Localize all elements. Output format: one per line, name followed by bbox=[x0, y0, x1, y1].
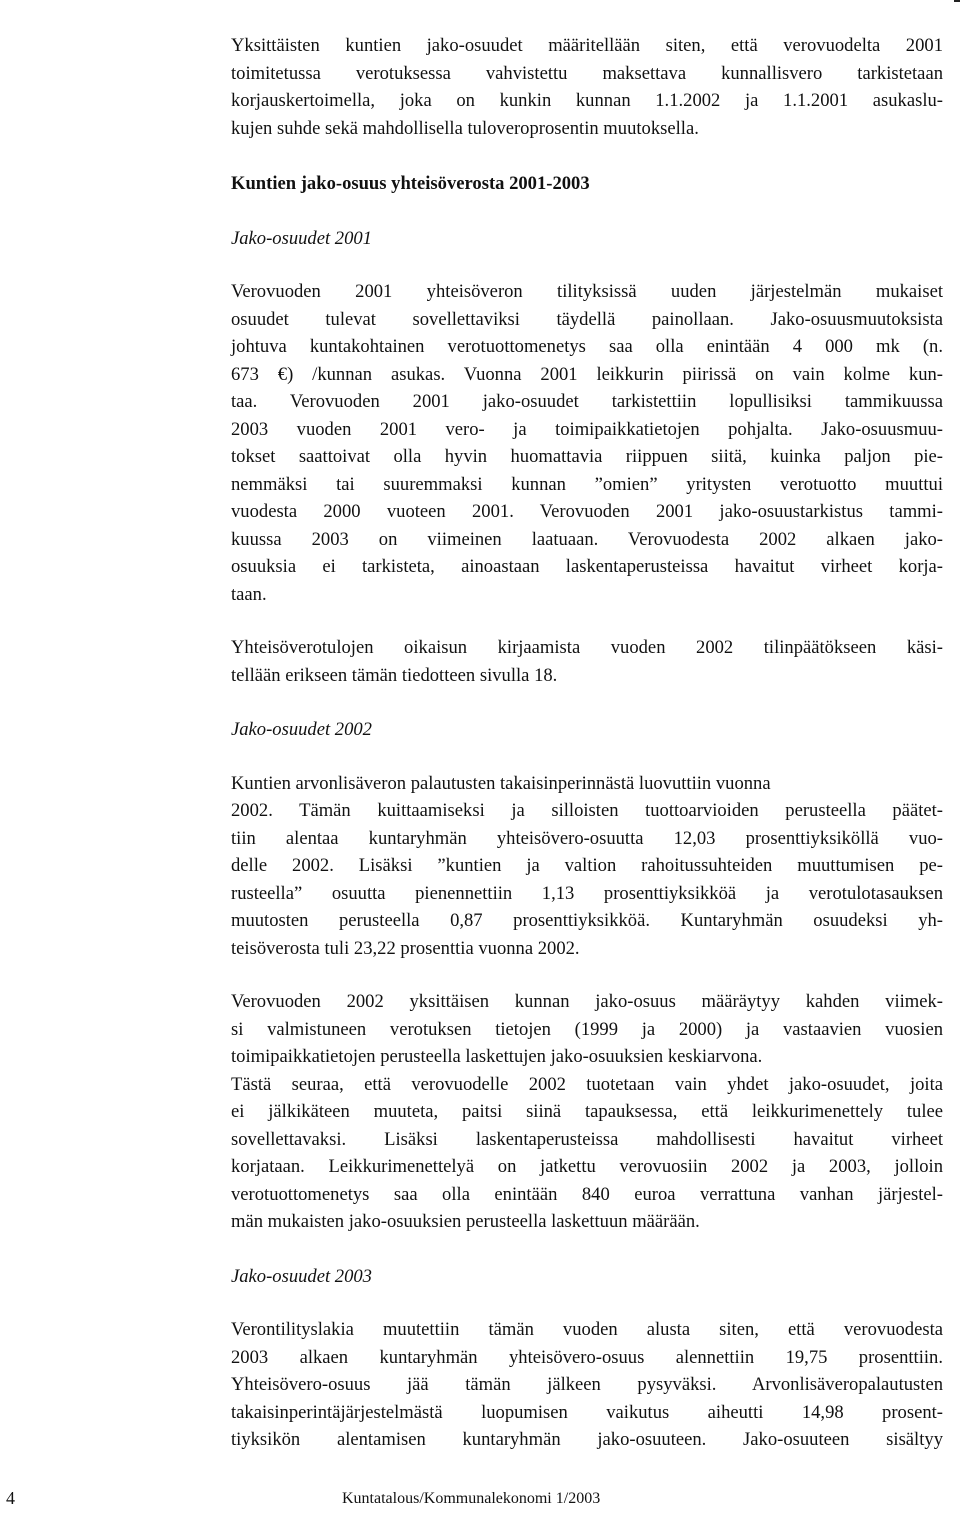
text-line: si valmistuneen verotuksen tietojen (1999 ja 2000) ja vastaavien vuosien bbox=[231, 1018, 943, 1040]
text-line: verotuottomenetys saa olla enintään 840 euroa verrattuna vanhan järjestel- bbox=[231, 1183, 943, 1205]
text-line: Yhteisövero-osuus jää tämän jälkeen pysyväksi. Arvonlisäveropalautusten bbox=[231, 1374, 943, 1395]
text-line: muutosten perusteella 0,87 prosenttiyksikköä. Kuntaryhmän osuudeksi yh- bbox=[231, 910, 943, 931]
text-line: nemmäksi tai suuremmaksi kunnan ”omien” yritysten verotuotto muuttui bbox=[231, 473, 943, 495]
text-line: Tästä seuraa, että verovuodelle 2002 tuotetaan vain yhdet jako-osuudet, joita bbox=[231, 1073, 943, 1095]
text-line: 2003 alkaen kuntaryhmän yhteisövero-osuus alennettiin 19,75 prosenttiin. bbox=[231, 1346, 943, 1368]
text-line: kujen suhde sekä mahdollisella tuloveroprosentin muutoksella. bbox=[231, 117, 699, 139]
subheading-2003: Jako-osuudet 2003 bbox=[231, 1265, 372, 1287]
subheading-2001: Jako-osuudet 2001 bbox=[231, 227, 372, 249]
text-line: Kuntien arvonlisäveron palautusten takaisinperinnästä luovuttiin vuonna bbox=[231, 772, 771, 794]
paragraph-2002-b bbox=[231, 988, 943, 1236]
text-line: 673 €) /kunnan asukas. Vuonna 2001 leikkurin piirissä on vain kolme kun- bbox=[231, 363, 943, 385]
text-line: tokset saattoivat olla hyvin huomattavia riippuen siitä, kuinka paljon pie- bbox=[231, 446, 943, 467]
text-line: tiin alentaa kuntaryhmän yhteisövero-osuutta 12,03 prosenttiyksiköllä vuo- bbox=[231, 827, 943, 849]
text-line: rusteella” osuutta pienennettiin 1,13 prosenttiyksikköä ja verotulotasauksen bbox=[231, 882, 943, 904]
text-line: män mukaisten jako-osuuksien perusteella laskettuun määrään. bbox=[231, 1211, 700, 1232]
text-line: Yksittäisten kuntien jako-osuudet määritellään siten, että verovuodelta 2001 bbox=[231, 35, 943, 56]
publication-footer: Kuntatalous/Kommunalekonomi 1/2003 bbox=[342, 1490, 601, 1507]
text-line: johtuva kuntakohtainen verotuottomenetys saa olla enintään 4 000 mk (n. bbox=[231, 336, 943, 357]
text-line: 2003 vuoden 2001 vero- ja toimipaikkatietojen pohjalta. Jako-osuusmuu- bbox=[231, 418, 943, 440]
text-line: toimitetussa verotuksessa vahvistettu maksettava kunnallisvero tarkistetaan bbox=[231, 62, 943, 84]
text-line: tiyksikön alentamisen kuntaryhmän jako-osuuteen. Jako-osuuteen sisältyy bbox=[231, 1429, 943, 1450]
text-line: ei jälkikäteen muuteta, paitsi siinä tapauksessa, että leikkurimenettely tulee bbox=[231, 1101, 943, 1122]
paragraph-2001-a bbox=[231, 278, 943, 608]
subheading-2002: Jako-osuudet 2002 bbox=[231, 719, 372, 740]
section-heading: Kuntien jako-osuus yhteisöverosta 2001-2003 bbox=[231, 173, 590, 194]
document-body bbox=[231, 32, 943, 1454]
text-line: toimipaikkatietojen perusteella laskettujen jako-osuuksien keskiarvona. bbox=[231, 1046, 763, 1067]
text-line: taa. Verovuoden 2001 jako-osuudet tarkistettiin lopullisiksi tammikuussa bbox=[231, 391, 943, 412]
text-line: takaisinperintäjärjestelmästä luopumisen vaikutus aiheutti 14,98 prosent- bbox=[231, 1401, 943, 1423]
text-line: Yhteisöverotulojen oikaisun kirjaamista vuoden 2002 tilinpäätökseen käsi- bbox=[231, 637, 943, 658]
text-line: sovellettavaksi. Lisäksi laskentaperusteissa mahdollisesti havaitut virheet bbox=[231, 1128, 943, 1150]
text-line: Verontilityslakia muutettiin tämän vuoden alusta siten, että verovuodesta bbox=[231, 1319, 943, 1340]
text-line: osuuksia ei tarkisteta, ainoastaan laskentaperusteissa havaitut virheet korja- bbox=[231, 556, 943, 577]
paragraph-2003-a bbox=[231, 1316, 943, 1454]
intro-paragraph bbox=[231, 32, 943, 142]
text-line: tellään erikseen tämän tiedotteen sivulla 18. bbox=[231, 664, 558, 686]
text-line: osuudet tulevat sovellettaviksi täydellä painollaan. Jako-osuusmuutoksista bbox=[231, 308, 943, 330]
text-line: Verovuoden 2001 yhteisöveron tilityksissä uuden järjestelmän mukaiset bbox=[231, 281, 943, 302]
text-line: teisöverosta tuli 23,22 prosenttia vuonna 2002. bbox=[231, 937, 580, 959]
page-number: 4 bbox=[6, 1488, 15, 1508]
text-line: kuussa 2003 on viimeinen laatuaan. Verovuodesta 2002 alkaen jako- bbox=[231, 528, 943, 550]
paragraph-2002-a bbox=[231, 770, 943, 963]
text-line: Verovuoden 2002 yksittäisen kunnan jako-osuus määräytyy kahden viimek- bbox=[231, 991, 943, 1012]
text-line: vuodesta 2000 vuoteen 2001. Verovuoden 2001 jako-osuustarkistus tammi- bbox=[231, 501, 943, 522]
text-line: korjauskertoimella, joka on kunkin kunnan 1.1.2002 ja 1.1.2001 asukaslu- bbox=[231, 90, 943, 111]
text-line: 2002. Tämän kuittaamiseksi ja silloisten tuottoarvioiden perusteella päätet- bbox=[231, 800, 943, 821]
page-corner-mark bbox=[954, 0, 960, 2]
text-line: taan. bbox=[231, 583, 267, 605]
paragraph-2001-b bbox=[231, 634, 943, 689]
text-line: delle 2002. Lisäksi ”kuntien ja valtion rahoitussuhteiden muuttumisen pe- bbox=[231, 855, 943, 876]
text-line: korjataan. Leikkurimenettelyä on jatkettu verovuosiin 2002 ja 2003, jolloin bbox=[231, 1156, 943, 1177]
